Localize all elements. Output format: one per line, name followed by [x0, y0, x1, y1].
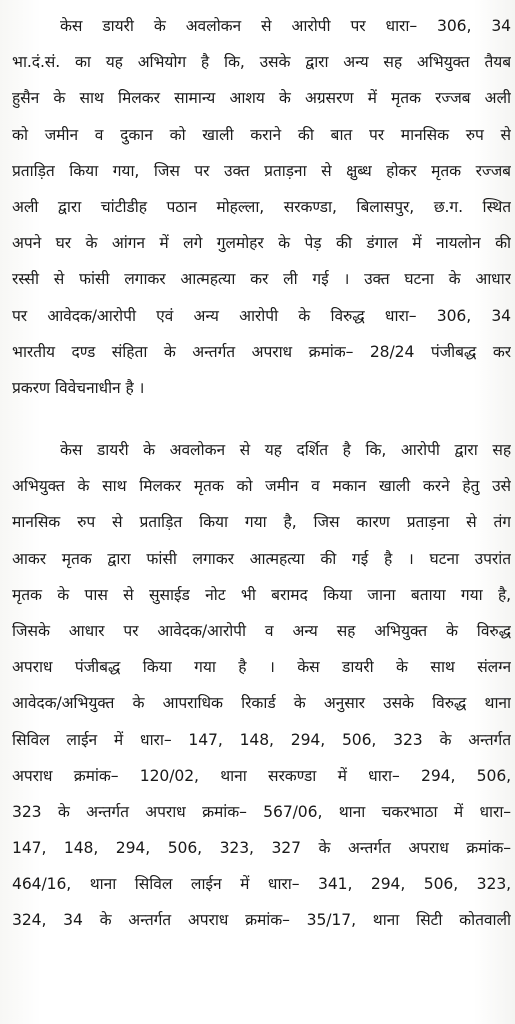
text-line: को जमीन व दुकान को खाली कराने की बात पर मानसिक रुप से [12, 125, 511, 144]
text-line: जिसके आधार पर आवेदक/आरोपी व अन्य सह अभियुक्त के विरुद्ध [12, 621, 511, 640]
text-line: 464/16, थाना सिविल लाईन में धारा– 341, 294, 506, 323, [12, 875, 511, 894]
text-line: केस डायरी के अवलोकन से यह दर्शित है कि, आरोपी द्वारा सह [60, 441, 511, 459]
text-line: आकर मृतक द्वारा फांसी लगाकर आत्महत्या की गई है । घटना उपरांत [12, 549, 511, 568]
text-line: केस डायरी के अवलोकन से आरोपी पर धारा– 306, 34 [60, 17, 511, 35]
text-line: भा.दं.सं. का यह अभियोग है कि, उसके द्वारा अन्य सह अभियुक्त तैयब [12, 53, 511, 72]
text-line: सिविल लाईन में धारा– 147, 148, 294, 506, 323 के अन्तर्गत [12, 730, 511, 749]
text-line: अली द्वारा चांटीडीह पठान मोहल्ला, सरकण्डा, बिलासपुर, छ.ग. स्थित [12, 197, 511, 216]
text-line: मानसिक रुप से प्रताड़ित किया गया है, जिस कारण प्रताड़ना से तंग [12, 513, 511, 532]
text-line: हुसैन के साथ मिलकर सामान्य आशय के अग्रसरण में मृतक रज्जब अली [12, 89, 511, 108]
text-line: मृतक के पास से सुसाईड नोट भी बरामद किया जाना बताया गया है, [12, 585, 511, 604]
paragraph-case-summary [12, 8, 511, 406]
text-line: अपराध पंजीबद्ध किया गया है । केस डायरी के साथ संलग्न [12, 658, 511, 677]
text-line: 324, 34 के अन्तर्गत अपराध क्रमांक– 35/17, थाना सिटी कोतवाली [12, 911, 511, 930]
text-line: अपने घर के आंगन में लगे गुलमोहर के पेड़ की डंगाल में नायलोन की [12, 234, 511, 253]
text-line: भारतीय दण्ड संहिता के अन्तर्गत अपराध क्रमांक– 28/24 पंजीबद्ध कर [12, 342, 511, 361]
paragraph-case-diary-findings [12, 432, 511, 939]
text-line: प्रकरण विवेचनाधीन है । [12, 378, 145, 397]
text-line: प्रताड़ित किया गया, जिस पर उक्त प्रताड़ना से क्षुब्ध होकर मृतक रज्जब [12, 161, 511, 180]
text-line: 147, 148, 294, 506, 323, 327 के अन्तर्गत अपराध क्रमांक– [12, 839, 511, 858]
text-line: आवेदक/अभियुक्त के आपराधिक रिकार्ड के अनुसार उसके विरुद्ध थाना [12, 694, 511, 713]
text-line: अभियुक्त के साथ मिलकर मृतक को जमीन व मकान खाली करने हेतु उसे [12, 477, 511, 496]
text-line: 323 के अन्तर्गत अपराध क्रमांक– 567/06, थाना चकरभाठा में धारा– [12, 802, 511, 821]
text-line: रस्सी से फांसी लगाकर आत्महत्या कर ली गई । उक्त घटना के आधार [12, 270, 511, 289]
text-line: पर आवेदक/आरोपी एवं अन्य आरोपी के विरुद्ध धारा– 306, 34 [12, 306, 511, 325]
text-line: अपराध क्रमांक– 120/02, थाना सरकण्डा में धारा– 294, 506, [12, 766, 511, 785]
